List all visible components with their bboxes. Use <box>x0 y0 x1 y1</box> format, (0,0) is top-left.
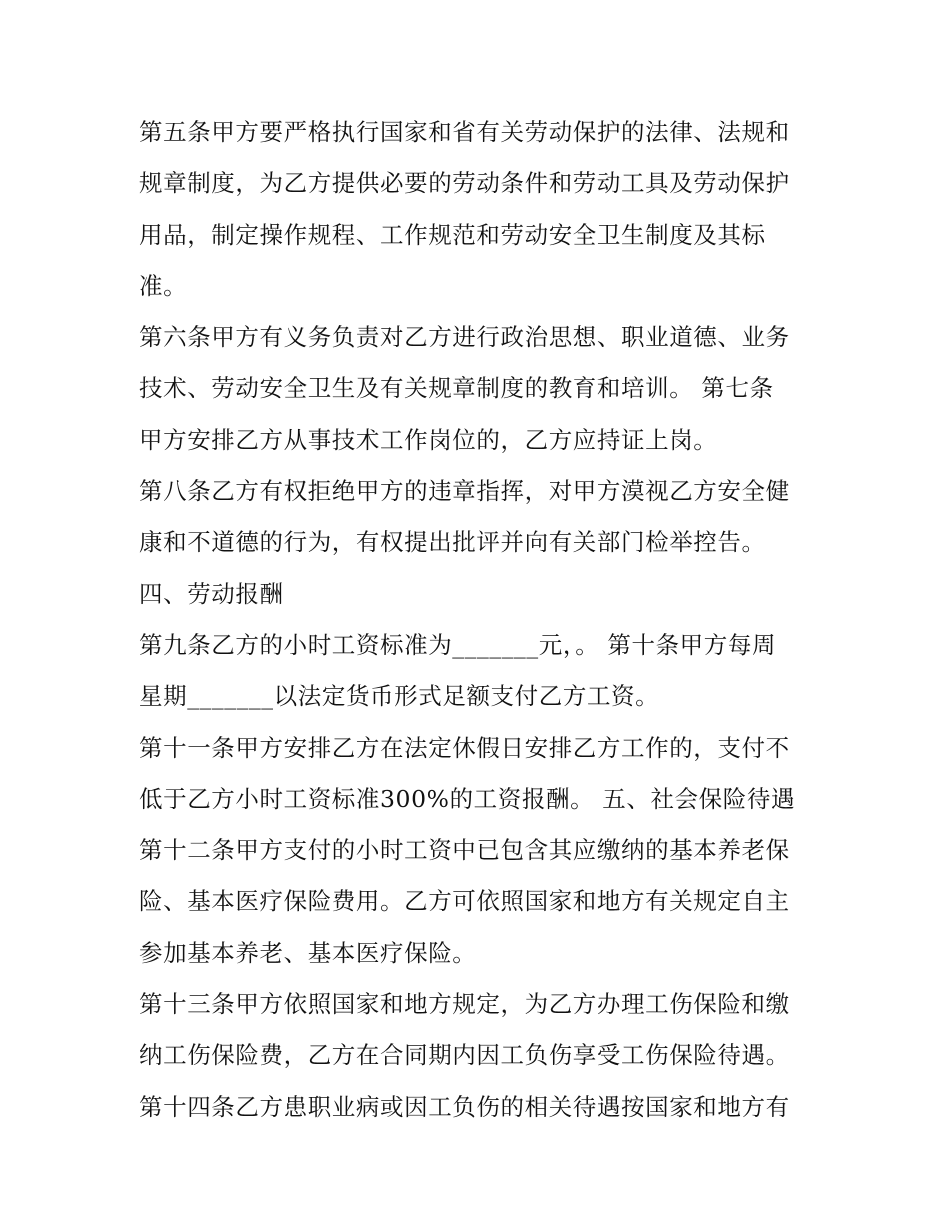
document-body <box>139 107 819 1133</box>
text-line: 第九条乙方的小时工资标准为_______元，。 第十条甲方每周 <box>139 630 777 659</box>
text-line: 第十二条甲方支付的小时工资中已包含其应缴纳的基本养老保 <box>139 836 790 865</box>
text-line: 低于乙方小时工资标准300%的工资报酬。 五、社会保险待遇 <box>139 784 796 813</box>
text-line: 第五条甲方要严格执行国家和省有关劳动保护的法律、法规和 <box>139 118 790 146</box>
text-line: 第六条甲方有义务负责对乙方进行政治思想、职业道德、业务 <box>139 323 790 352</box>
text-line: 星期_______以法定货币形式足额支付乙方工资。 <box>139 682 660 711</box>
text-line: 康和不道德的行为，有权提出批评并向有关部门检举控告。 <box>139 528 766 557</box>
text-line: 甲方安排乙方从事技术工作岗位的，乙方应持证上岗。 <box>139 425 718 454</box>
text-line: 参加基本养老、基本医疗保险。 <box>139 938 477 967</box>
text-line: 用品，制定操作规程、工作规范和劳动安全卫生制度及其标 <box>139 220 766 249</box>
section-heading: 四、劳动报酬 <box>139 579 284 608</box>
text-line: 险、基本医疗保险费用。乙方可依照国家和地方有关规定自主 <box>139 887 790 916</box>
text-line: 第十四条乙方患职业病或因工负伤的相关待遇按国家和地方有 <box>139 1092 790 1121</box>
text-line: 准。 <box>139 271 188 300</box>
text-line: 第八条乙方有权拒绝甲方的违章指挥，对甲方漠视乙方安全健 <box>139 477 790 506</box>
text-line: 第十三条甲方依照国家和地方规定，为乙方办理工伤保险和缴 <box>139 990 790 1019</box>
text-line: 规章制度，为乙方提供必要的劳动条件和劳动工具及劳动保护 <box>139 169 790 198</box>
text-line: 第十一条甲方安排乙方在法定休假日安排乙方工作的，支付不 <box>139 733 790 762</box>
text-line: 纳工伤保险费，乙方在合同期内因工负伤享受工伤保险待遇。 <box>139 1041 790 1070</box>
text-line: 技术、劳动安全卫生及有关规章制度的教育和培训。 第七条 <box>139 374 774 403</box>
